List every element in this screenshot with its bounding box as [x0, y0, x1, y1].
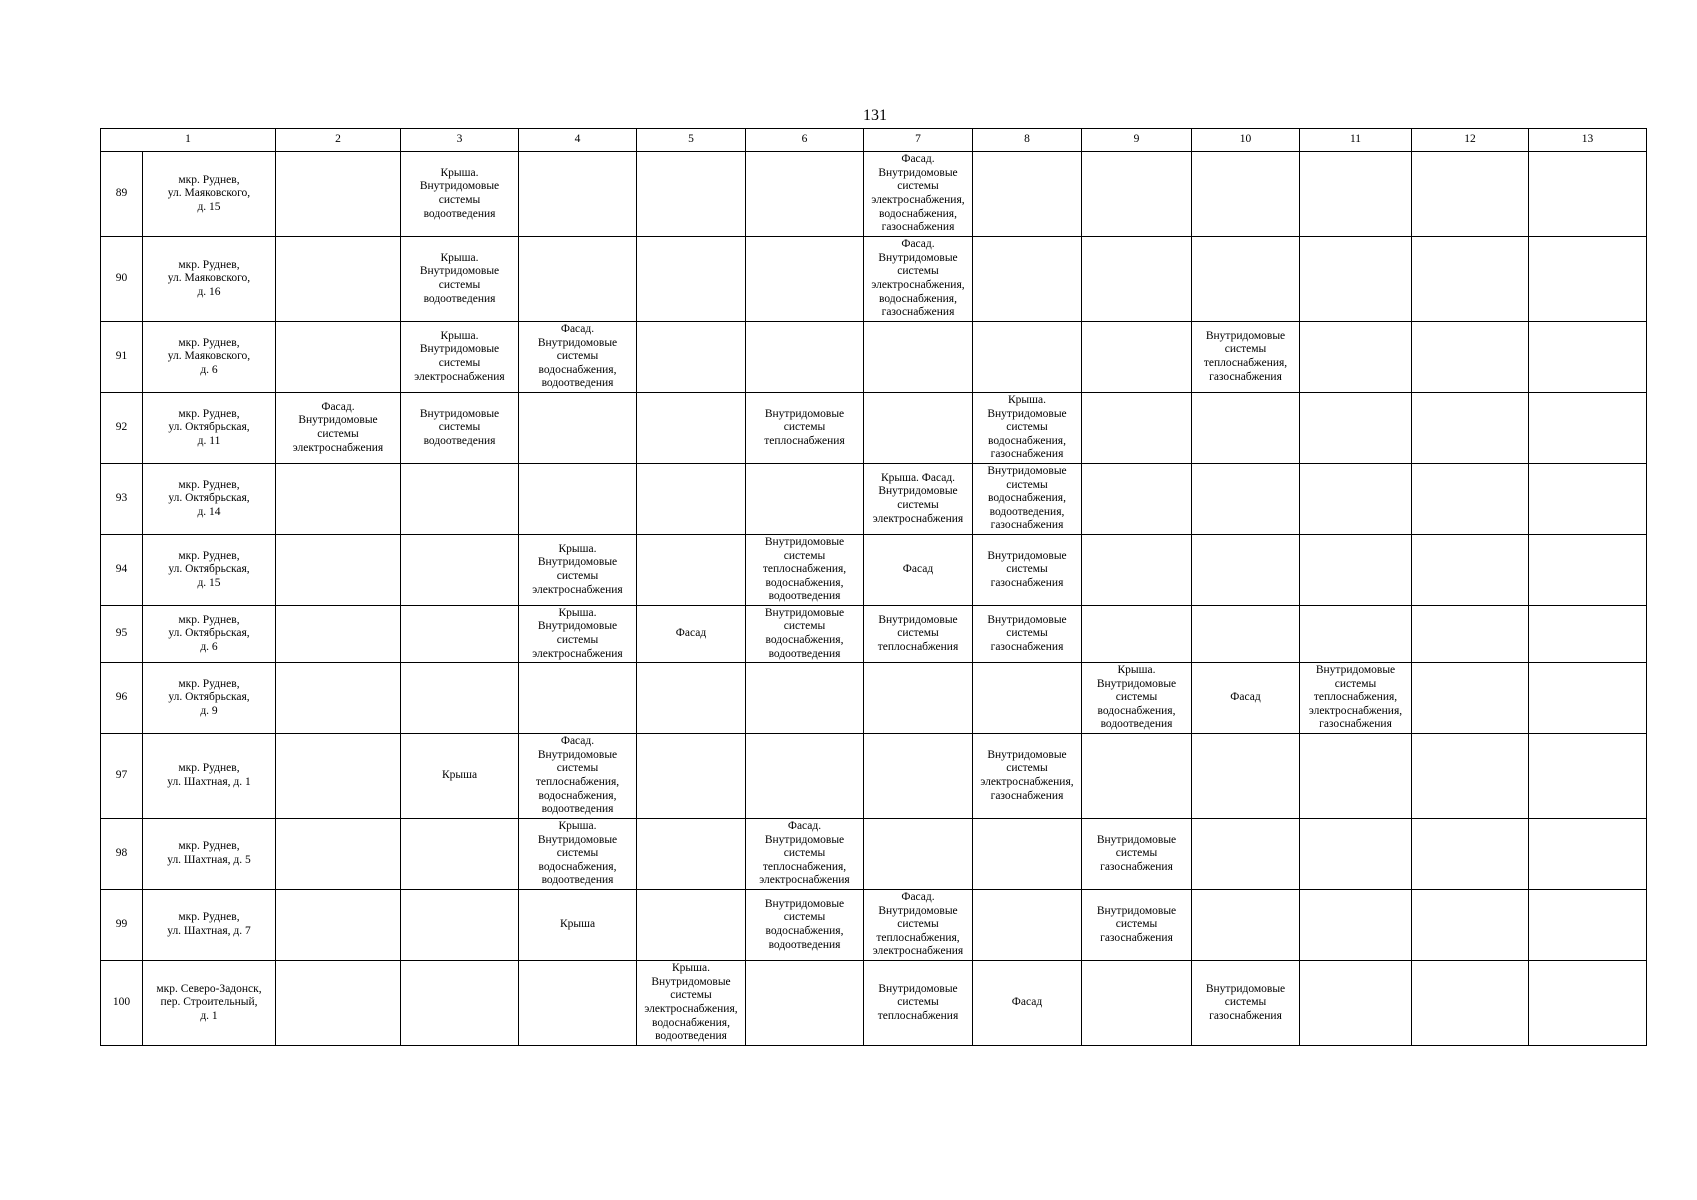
- work-cell: [1529, 663, 1647, 734]
- work-cell: [637, 152, 746, 237]
- work-cell: [401, 464, 519, 535]
- work-cell: [1082, 961, 1192, 1046]
- work-cell: Внутридомовые системы водоснабжения, водоотведения, газоснабжения: [973, 464, 1082, 535]
- work-cell: [1192, 819, 1300, 890]
- work-cell: [276, 237, 401, 322]
- work-cell: [1300, 734, 1412, 819]
- work-cell: [746, 734, 864, 819]
- work-cell: [746, 961, 864, 1046]
- work-cell: Фасад: [864, 535, 973, 606]
- work-cell: [1412, 734, 1529, 819]
- work-cell: Внутридомовые системы электроснабжения, газоснабжения: [973, 734, 1082, 819]
- row-number-cell: 94: [101, 535, 143, 606]
- work-cell: [637, 464, 746, 535]
- work-cell: Внутридомовые системы теплоснабжения: [746, 393, 864, 464]
- work-cell: [1192, 535, 1300, 606]
- work-cell: Фасад. Внутридомовые системы теплоснабжения, водоснабжения, водоотведения: [519, 734, 637, 819]
- table-row: [101, 663, 1647, 734]
- work-cell: [1412, 152, 1529, 237]
- work-cell: [276, 464, 401, 535]
- table-body: [101, 129, 1647, 1046]
- work-cell: [1529, 606, 1647, 663]
- row-number-cell: 99: [101, 890, 143, 961]
- work-cell: [1529, 890, 1647, 961]
- work-cell: [1412, 464, 1529, 535]
- header-cell: 8: [973, 129, 1082, 152]
- work-cell: Фасад. Внутридомовые системы теплоснабжения, электроснабжения: [746, 819, 864, 890]
- address-cell: мкр. Руднев, ул. Октябрьская, д. 15: [143, 535, 276, 606]
- work-cell: [276, 152, 401, 237]
- work-cell: [519, 464, 637, 535]
- work-cell: Внутридомовые системы газоснабжения: [1192, 961, 1300, 1046]
- work-cell: [973, 152, 1082, 237]
- work-cell: Фасад: [637, 606, 746, 663]
- work-cell: [1300, 464, 1412, 535]
- work-cell: [1529, 152, 1647, 237]
- work-cell: Крыша. Внутридомовые системы водоснабжения, водоотведения: [519, 819, 637, 890]
- work-cell: Крыша: [519, 890, 637, 961]
- work-cell: [1082, 322, 1192, 393]
- work-cell: [1529, 322, 1647, 393]
- work-cell: [864, 734, 973, 819]
- work-cell: Внутридомовые системы теплоснабжения, газоснабжения: [1192, 322, 1300, 393]
- work-cell: [1300, 819, 1412, 890]
- header-cell: 6: [746, 129, 864, 152]
- work-cell: [1412, 663, 1529, 734]
- work-cell: [1300, 393, 1412, 464]
- work-cell: Внутридомовые системы водоснабжения, водоотведения: [746, 606, 864, 663]
- work-cell: [637, 734, 746, 819]
- work-cell: [637, 322, 746, 393]
- work-cell: [1529, 961, 1647, 1046]
- work-cell: [1192, 890, 1300, 961]
- work-cell: [1192, 152, 1300, 237]
- work-cell: Внутридомовые системы теплоснабжения: [864, 606, 973, 663]
- work-cell: [1412, 890, 1529, 961]
- address-cell: мкр. Руднев, ул. Октябрьская, д. 9: [143, 663, 276, 734]
- work-cell: Внутридомовые системы газоснабжения: [973, 606, 1082, 663]
- work-cell: [1412, 606, 1529, 663]
- work-cell: [637, 819, 746, 890]
- work-cell: [746, 152, 864, 237]
- work-cell: [1529, 734, 1647, 819]
- row-number-cell: 100: [101, 961, 143, 1046]
- work-cell: Внутридомовые системы теплоснабжения, электроснабжения, газоснабжения: [1300, 663, 1412, 734]
- work-cell: [637, 535, 746, 606]
- work-cell: [1412, 322, 1529, 393]
- row-number-cell: 91: [101, 322, 143, 393]
- work-cell: [519, 961, 637, 1046]
- work-cell: [401, 819, 519, 890]
- work-cell: [276, 606, 401, 663]
- work-cell: [1082, 606, 1192, 663]
- work-cell: Фасад. Внутридомовые системы водоснабжения, водоотведения: [519, 322, 637, 393]
- work-cell: [973, 819, 1082, 890]
- address-cell: мкр. Руднев, ул. Маяковского, д. 6: [143, 322, 276, 393]
- work-cell: [1192, 464, 1300, 535]
- work-cell: [864, 663, 973, 734]
- work-cell: [519, 393, 637, 464]
- table-row: [101, 734, 1647, 819]
- work-cell: Крыша. Внутридомовые системы водоснабжения, газоснабжения: [973, 393, 1082, 464]
- address-cell: мкр. Северо-Задонск, пер. Строительный, д. 1: [143, 961, 276, 1046]
- header-cell: 2: [276, 129, 401, 152]
- work-cell: [276, 663, 401, 734]
- address-cell: мкр. Руднев, ул. Маяковского, д. 15: [143, 152, 276, 237]
- work-cell: [1529, 819, 1647, 890]
- header-cell: 10: [1192, 129, 1300, 152]
- work-cell: [1082, 734, 1192, 819]
- table-row: [101, 464, 1647, 535]
- row-number-cell: 90: [101, 237, 143, 322]
- header-cell: 13: [1529, 129, 1647, 152]
- work-cell: [746, 464, 864, 535]
- work-cell: Внутридомовые системы теплоснабжения: [864, 961, 973, 1046]
- header-cell: 11: [1300, 129, 1412, 152]
- address-cell: мкр. Руднев, ул. Маяковского, д. 16: [143, 237, 276, 322]
- work-cell: [637, 237, 746, 322]
- row-number-cell: 89: [101, 152, 143, 237]
- work-cell: [1192, 734, 1300, 819]
- work-cell: Внутридомовые системы водоснабжения, водоотведения: [746, 890, 864, 961]
- table-row: [101, 322, 1647, 393]
- work-cell: [746, 237, 864, 322]
- work-cell: Фасад. Внутридомовые системы теплоснабжения, электроснабжения: [864, 890, 973, 961]
- address-cell: мкр. Руднев, ул. Октябрьская, д. 6: [143, 606, 276, 663]
- work-cell: Внутридомовые системы водоотведения: [401, 393, 519, 464]
- table-row: [101, 819, 1647, 890]
- work-cell: [1529, 464, 1647, 535]
- work-cell: [1412, 819, 1529, 890]
- header-cell: 12: [1412, 129, 1529, 152]
- address-cell: мкр. Руднев, ул. Шахтная, д. 5: [143, 819, 276, 890]
- work-cell: [1300, 961, 1412, 1046]
- work-cell: Крыша. Внутридомовые системы водоотведения: [401, 152, 519, 237]
- work-cell: [276, 734, 401, 819]
- work-cell: [1300, 237, 1412, 322]
- work-cell: Внутридомовые системы теплоснабжения, водоснабжения, водоотведения: [746, 535, 864, 606]
- work-cell: [1412, 961, 1529, 1046]
- work-cell: Крыша: [401, 734, 519, 819]
- header-cell: 5: [637, 129, 746, 152]
- row-number-cell: 96: [101, 663, 143, 734]
- work-cell: Фасад: [1192, 663, 1300, 734]
- work-cell: [1412, 535, 1529, 606]
- work-cell: [973, 237, 1082, 322]
- work-cell: [1412, 237, 1529, 322]
- work-cell: [519, 663, 637, 734]
- work-cell: Внутридомовые системы газоснабжения: [973, 535, 1082, 606]
- work-cell: [1082, 464, 1192, 535]
- row-number-cell: 98: [101, 819, 143, 890]
- work-cell: [864, 819, 973, 890]
- table-row: [101, 606, 1647, 663]
- work-cell: [864, 393, 973, 464]
- work-cell: Крыша. Внутридомовые системы электроснабжения: [401, 322, 519, 393]
- table-row: [101, 535, 1647, 606]
- work-cell: [1300, 322, 1412, 393]
- work-cell: Внутридомовые системы газоснабжения: [1082, 819, 1192, 890]
- work-cell: Фасад. Внутридомовые системы электроснабжения: [276, 393, 401, 464]
- work-cell: [746, 663, 864, 734]
- header-cell: 1: [101, 129, 276, 152]
- work-cell: [1192, 606, 1300, 663]
- work-cell: [1529, 535, 1647, 606]
- work-cell: [401, 606, 519, 663]
- work-cell: [1082, 237, 1192, 322]
- work-cell: [519, 237, 637, 322]
- work-cell: Крыша. Внутридомовые системы электроснабжения: [519, 606, 637, 663]
- work-cell: [1300, 152, 1412, 237]
- header-cell: 4: [519, 129, 637, 152]
- page-number: 131: [863, 107, 887, 124]
- work-cell: Крыша. Внутридомовые системы водоснабжения, водоотведения: [1082, 663, 1192, 734]
- header-cell: 3: [401, 129, 519, 152]
- work-cell: [401, 663, 519, 734]
- work-cell: [1529, 393, 1647, 464]
- row-number-cell: 97: [101, 734, 143, 819]
- work-cell: [276, 322, 401, 393]
- work-cell: [401, 535, 519, 606]
- table-row: [101, 152, 1647, 237]
- address-cell: мкр. Руднев, ул. Шахтная, д. 7: [143, 890, 276, 961]
- work-cell: Фасад. Внутридомовые системы электроснабжения, водоснабжения, газоснабжения: [864, 237, 973, 322]
- header-row: [101, 129, 1647, 152]
- work-cell: [864, 322, 973, 393]
- work-cell: Фасад: [973, 961, 1082, 1046]
- work-cell: [1082, 152, 1192, 237]
- work-cell: [1300, 890, 1412, 961]
- work-cell: [637, 663, 746, 734]
- work-cell: Крыша. Внутридомовые системы электроснабжения, водоснабжения, водоотведения: [637, 961, 746, 1046]
- row-number-cell: 93: [101, 464, 143, 535]
- work-cell: Крыша. Внутридомовые системы водоотведения: [401, 237, 519, 322]
- work-cell: Крыша. Фасад. Внутридомовые системы электроснабжения: [864, 464, 973, 535]
- capital-repair-table: [100, 128, 1647, 1046]
- row-number-cell: 92: [101, 393, 143, 464]
- table-row: [101, 237, 1647, 322]
- work-cell: Внутридомовые системы газоснабжения: [1082, 890, 1192, 961]
- address-cell: мкр. Руднев, ул. Шахтная, д. 1: [143, 734, 276, 819]
- work-cell: [1300, 535, 1412, 606]
- address-cell: мкр. Руднев, ул. Октябрьская, д. 14: [143, 464, 276, 535]
- work-cell: [1192, 237, 1300, 322]
- table-row: [101, 961, 1647, 1046]
- table-row: [101, 393, 1647, 464]
- work-cell: [973, 322, 1082, 393]
- work-cell: [637, 393, 746, 464]
- row-number-cell: 95: [101, 606, 143, 663]
- work-cell: Фасад. Внутридомовые системы электроснабжения, водоснабжения, газоснабжения: [864, 152, 973, 237]
- table-row: [101, 890, 1647, 961]
- work-cell: Крыша. Внутридомовые системы электроснабжения: [519, 535, 637, 606]
- header-cell: 9: [1082, 129, 1192, 152]
- work-cell: [276, 535, 401, 606]
- work-cell: [276, 961, 401, 1046]
- work-cell: [1082, 393, 1192, 464]
- address-cell: мкр. Руднев, ул. Октябрьская, д. 11: [143, 393, 276, 464]
- work-cell: [1192, 393, 1300, 464]
- work-cell: [1300, 606, 1412, 663]
- work-cell: [276, 819, 401, 890]
- work-cell: [401, 890, 519, 961]
- work-cell: [973, 663, 1082, 734]
- work-cell: [519, 152, 637, 237]
- work-cell: [1412, 393, 1529, 464]
- work-cell: [746, 322, 864, 393]
- work-cell: [1529, 237, 1647, 322]
- header-cell: 7: [864, 129, 973, 152]
- work-cell: [973, 890, 1082, 961]
- work-cell: [1082, 535, 1192, 606]
- work-cell: [637, 890, 746, 961]
- work-cell: [401, 961, 519, 1046]
- work-cell: [276, 890, 401, 961]
